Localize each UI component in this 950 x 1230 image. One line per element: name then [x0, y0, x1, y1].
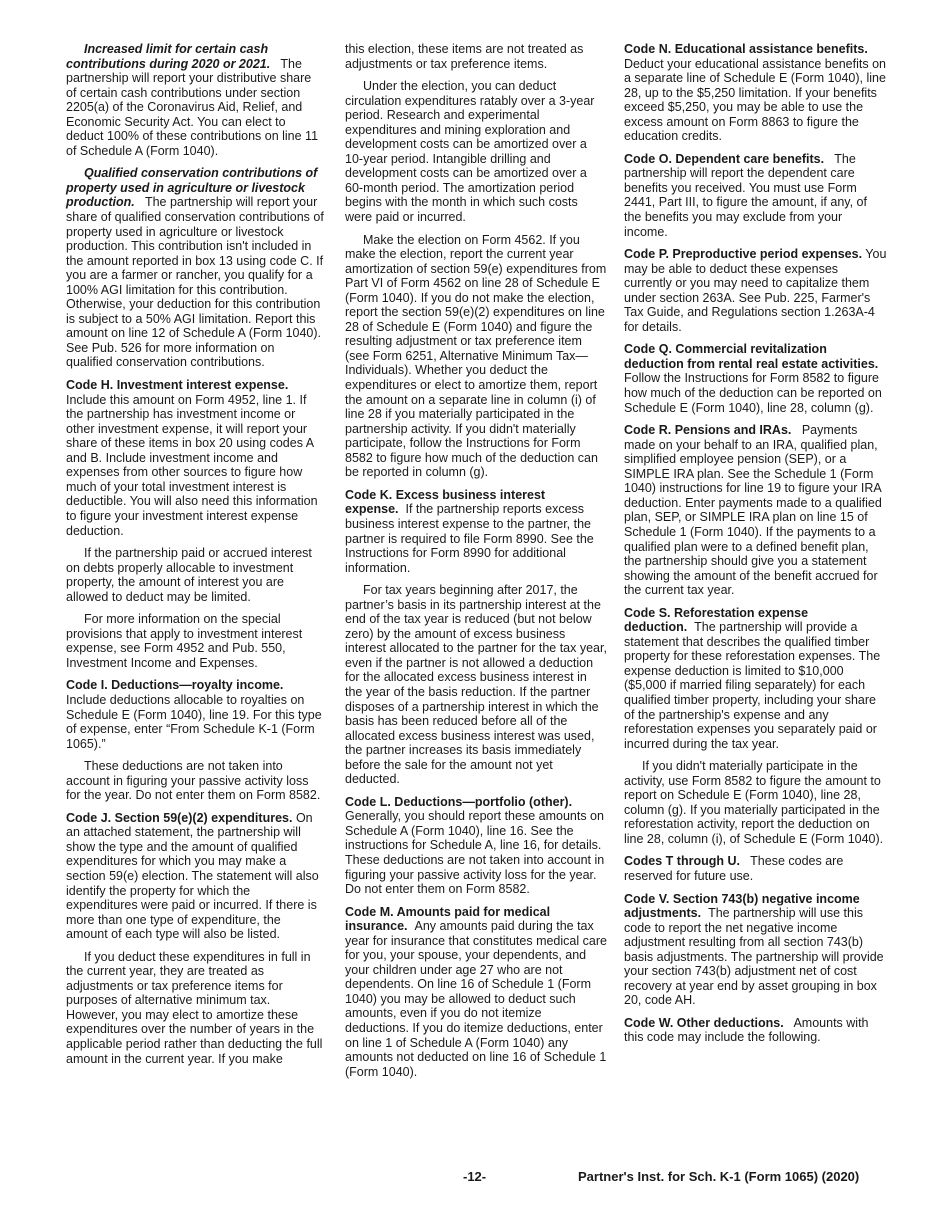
heading-code-s: Code S. Reforestation expense deduction.	[624, 605, 809, 635]
paragraph-code-q	[624, 342, 887, 415]
text-code-w: Amounts with this code may include the following.	[624, 1015, 869, 1045]
text-conservation-contributions: The partnership will report your share of qualified conservation contributions of property used in agriculture or livestock production. This contribution isn't included in the amount reported in box 13 using code C. If you are a farmer or rancher, you qualify for a 100% AGI limitation for this contribution. Otherwise, your deduction for this contribution is subject to a 50% AGI limitation. Report this amount on line 12 of Schedule A (Form 1040). See Pub. 526 for more information on qualified conservation contributions.	[66, 195, 324, 370]
text-cash-contributions: The partnership will report your distributive share of certain cash contributions under section 2205(a) of the Coronavirus Aid, Relief, and Economic Security Act. You can elect to deduct 100% of these contributions on line 11 of Schedule A (Form 1040).	[66, 56, 319, 158]
paragraph-code-i-2: These deductions are not taken into account in figuring your passive activity loss for the year. Do not enter them on Form 8582.	[66, 759, 321, 803]
heading-conservation-contributions: Qualified conservation contributions of property used in agriculture or livestock production.	[66, 166, 318, 210]
paragraph-make-election: Make the election on Form 4562. If you make the election, report the current year amortization of section 59(e) expenditures from Part VI of Form 4562 on line 28 of Schedule E (Form 1040). If you do not make the election, report the section 59(e)(2) expenditures on line 28 of Schedule E (Form 1040) and figure the resulting adjustment or tax preference item (see Form 6251, Alternative Minimum Tax—Individuals). Whether you deduct the expenditures or elect to amortize them, report the amount on a separate line in column (i) of line 28 if you materially participated in the partnership activity. If you didn't materially participate, follow the Instructions for Form 8582 to figure how much of the deduction can be reported in column (g).	[345, 232, 607, 480]
paragraph-code-v	[624, 892, 887, 1008]
paragraph-code-w	[624, 1016, 887, 1045]
paragraph-code-l	[345, 795, 607, 897]
paragraph-code-j	[66, 811, 324, 942]
heading-code-r: Code R. Pensions and IRAs.	[624, 423, 792, 438]
paragraph-code-h-3: For more information on the special provisions that apply to investment interest expense, see Form 4952 and Pub. 550, Investment Income and Expenses.	[66, 612, 303, 670]
heading-code-p: Code P. Preproductive period expenses.	[624, 247, 863, 262]
text-code-o: The partnership will report the dependent care benefits you received. You must use Form 2441, Part III, to figure the amount, if any, of the benefits you may exclude from your income.	[624, 151, 867, 239]
column-2	[345, 42, 607, 1087]
paragraph-cash-contributions	[66, 42, 324, 158]
column-1	[66, 42, 324, 1074]
heading-code-q: Code Q. Commercial revitalization deduction from rental real estate activities.	[624, 342, 879, 371]
paragraph-code-r	[624, 423, 887, 598]
paragraph-conservation-contributions	[66, 166, 324, 370]
paragraph-code-h	[66, 378, 324, 538]
text-code-h: Include this amount on Form 4952, line 1. If the partnership has investment income or other investment expense, it will report your share of these items in box 20 using codes A and B. Include investment income and expenses from other sources to figure how much of your total investment interest is deductible. You will also need this information to figure your investment interest expense deduction.	[66, 392, 318, 538]
heading-code-n: Code N. Educational assistance benefits.	[624, 42, 868, 56]
heading-code-o: Code O. Dependent care benefits.	[624, 151, 825, 166]
text-code-l: Generally, you should report these amounts on Schedule A (Form 1040), line 16. See the instructions for Schedule A, line 16, for details. These deductions are not taken into account in figuring your passive activity loss for the year. Do not enter them on Form 8582.	[345, 809, 605, 897]
paragraph-code-p	[624, 247, 887, 334]
text-code-i: Include deductions allocable to royalties on Schedule E (Form 1040), line 19. For this type of expense, enter “From Schedule K-1 (Form 1065).”	[66, 692, 322, 751]
form-title: Partner's Inst. for Sch. K-1 (Form 1065) (2020)	[578, 1169, 860, 1184]
text-code-k: If the partnership reports excess business interest expense to the partner, the partner is required to file Form 8990. See the Instructions for Form 8990 for additional information.	[345, 502, 594, 575]
paragraph-codes-t-u	[624, 854, 887, 883]
heading-code-k: Code K. Excess business interest expense.	[345, 487, 546, 517]
heading-cash-contributions: Increased limit for certain cash contributions during 2020 or 2021.	[66, 42, 271, 71]
heading-code-m: Code M. Amounts paid for medical insurance.	[345, 904, 551, 934]
paragraph-code-s-2: If you didn't materially participate in the activity, use Form 8582 to figure the amount to report on Schedule E (Form 1040), line 28, column (g). If you materially participated in the reforestation activity, report the deduction on line 28, column (i), of Schedule E (Form 1040).	[624, 759, 884, 846]
text-code-m: Any amounts paid during the tax year for insurance that constitutes medical care for you, your spouse, your dependents, and your children under age 27 who are not dependents. On line 16 of Schedule 1 (Form 1040) you may be allowed to deduct such amounts, even if you do not itemize deductions. If you do itemize deductions, enter on line 1 of Schedule A (Form 1040) any amounts not deducted on line 16 of Schedule 1 (Form 1040).	[345, 919, 607, 1079]
text-code-j: On an attached statement, the partnership will show the type and the amount of qualified expenditures for which you may make a section 59(e) election. The statement will also identify the property for which the expenditures were paid or incurred. If there is more than one type of expenditure, the amount of each type will also be listed.	[66, 810, 319, 942]
heading-code-j: Code J. Section 59(e)(2) expenditures.	[66, 810, 293, 825]
heading-codes-t-u: Codes T through U.	[624, 854, 740, 869]
page-number: -12-	[463, 1169, 487, 1184]
text-code-q: Follow the Instructions for Form 8582 to figure how much of the deduction can be reported on Schedule E (Form 1040), line 28, column (g).	[624, 371, 882, 415]
paragraph-code-k-2: For tax years beginning after 2017, the partner’s basis in its partnership interest at the end of the tax year is reduced (but not below zero) by the amount of excess business interest allocated to the partner for the tax year, even if the partner is not allowed a deduction for the allocated excess business interest in the year of the basis reduction. If the partner disposes of a partnership interest in which the basis has been reduced before all of the allocated excess business interest was used, the partner increases its basis immediately before the sale for the amount not yet deducted.	[345, 583, 607, 787]
paragraph-code-i	[66, 678, 324, 751]
paragraph-code-h-2: If the partnership paid or accrued interest on debts properly allocable to investment property, the amount of interest you are allowed to deduct may be limited.	[66, 546, 312, 604]
text-code-s: The partnership will provide a statement that describes the qualified timber property for these reforestation expenses. The expense deduction is limited to $10,000 ($5,000 if married filing separately) for each qualified timber property, including your share of the partnership's expense and any reforestation expenses you separately paid or incurred during the tax year.	[624, 620, 881, 751]
text-code-v: The partnership will use this code to report the net negative income adjustment resulting from all section 743(b) basis adjustments. The partnership will provide your section 743(b) adjustment net of cost recovery at year end by asset grouping in box 20, code AH.	[624, 906, 884, 1008]
text-code-n: Deduct your educational assistance benefits on a separate line of Schedule E (Form 1040), line 28, up to the $5,250 limitation. If your benefits exceed $5,250, you may be able to use the excess amount on Form 8863 to figure the education credits.	[624, 56, 886, 144]
heading-code-i: Code I. Deductions—royalty income.	[66, 678, 284, 693]
paragraph-under-election: Under the election, you can deduct circulation expenditures ratably over a 3-year period. Research and experimental expenditures and mining exploration and development costs can be amortized over a 10-year period. Intangible drilling and development costs can be amortized over a 60-month period. The amortization period begins with the month in which such costs were paid or incurred.	[345, 79, 595, 225]
paragraph-code-k	[345, 488, 607, 575]
text-code-p: You may be able to deduct these expenses currently or you may need to capitalize them under section 263A. See Pub. 225, Farmer's Tax Guide, and Regulations section 1.263A-4 for details.	[624, 247, 887, 334]
text-code-r: Payments made on your behalf to an IRA, qualified plan, simplified employee pension (SEP), or a SIMPLE IRA plan. See the Schedule 1 (Form 1040) instructions for line 19 to figure your IRA deduction. Enter payments made to a qualified plan, SEP, or SIMPLE IRA plan on line 15 of Schedule 1 (Form 1040). If the payments to a qualified plan were to a defined benefit plan, the partnership should give you a statement showing the amount of the benefit accrued for the current tax year.	[624, 423, 882, 598]
heading-code-w: Code W. Other deductions.	[624, 1015, 784, 1030]
heading-code-h: Code H. Investment interest expense.	[66, 378, 289, 393]
paragraph-code-n	[624, 42, 887, 144]
paragraph-code-j-2: If you deduct these expenditures in full in the current year, they are treated as adjustments or tax preference items for purposes of alternative minimum tax. However, you may elect to amortize these expenditures over the number of years in the applicable period rather than deducting the full amount in the current year. If you make	[66, 949, 323, 1066]
paragraph-election-continued: this election, these items are not treated as adjustments or tax preference items.	[345, 42, 584, 71]
paragraph-code-s	[624, 606, 887, 751]
column-3	[624, 42, 887, 1053]
paragraph-code-m	[345, 905, 607, 1080]
heading-code-v: Code V. Section 743(b) negative income adjustments.	[624, 891, 860, 921]
heading-code-l: Code L. Deductions—portfolio (other).	[345, 794, 573, 809]
text-codes-t-u: These codes are reserved for future use.	[624, 854, 844, 883]
paragraph-code-o	[624, 152, 887, 239]
